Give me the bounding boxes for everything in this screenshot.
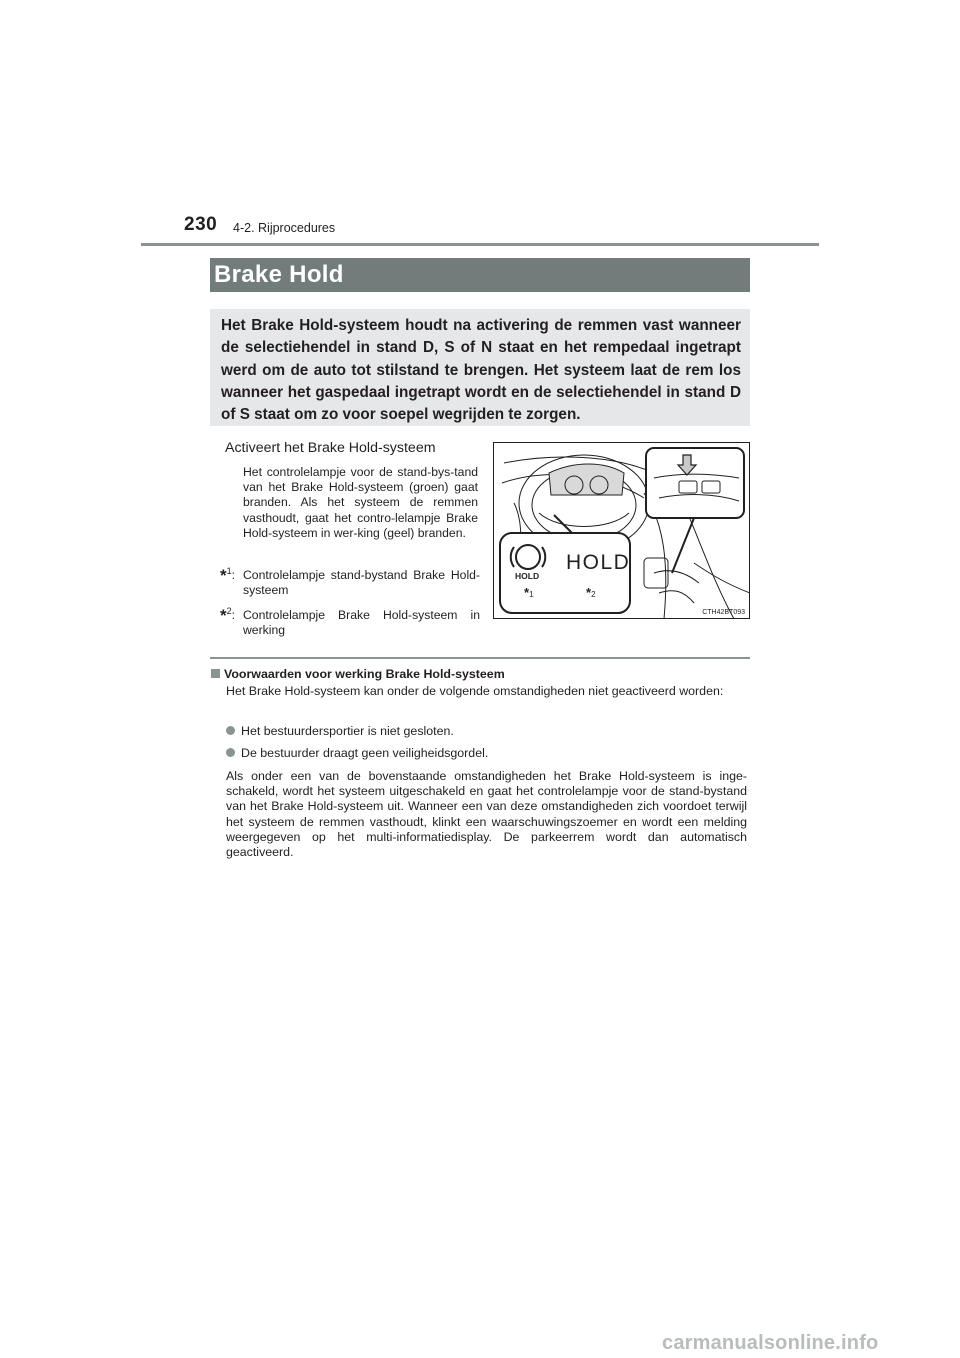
- footnote-number: 1: [226, 566, 232, 576]
- conditions-closing: Als onder een van de bovenstaande omstandigheden het Brake Hold-systeem is inge-schakeld, wordt het systeem uitgeschakeld en gaat het controlelampje voor de stand-bystand van het Brake Hold-systeem uit. Wanneer een van deze omstandigheden zich voordoet terwijl het systeem de remmen vasthoudt, klinkt een waarschuwingszoemer en wordt een melding weergegeven op het multi-informatiedisplay. De parkeerrem wordt dan automatisch geactiveerd.: [226, 769, 747, 860]
- conditions-heading: [211, 667, 505, 681]
- footnote-star: *: [220, 566, 227, 586]
- title-bar: [210, 258, 750, 292]
- bullet-item: [226, 746, 488, 760]
- marker-star: *: [586, 585, 592, 600]
- hold-indicator-icon-label: HOLD: [515, 571, 540, 581]
- page-number: 230: [184, 214, 218, 235]
- circle-bullet-icon: [226, 748, 235, 757]
- dashboard-illustration: [493, 442, 750, 619]
- marker-number: 1: [529, 590, 534, 599]
- figure-code: CTH42BT093: [702, 609, 745, 616]
- conditions-intro: Het Brake Hold-systeem kan onder de volgende omstandigheden niet geactiveerd worden:: [226, 684, 724, 698]
- illustration-marker-2: [586, 585, 596, 600]
- footnote-number: 2: [226, 606, 232, 616]
- marker-number: 2: [591, 590, 596, 599]
- marker-star: *: [524, 585, 530, 600]
- circle-bullet-icon: [226, 726, 235, 735]
- section-label: 4-2. Rijprocedures: [233, 221, 336, 235]
- separator-rule: [210, 657, 750, 659]
- footnote-text: Controlelampje stand-bystand Brake Hold-systeem: [243, 568, 480, 598]
- illustration-marker-1: [524, 585, 534, 600]
- conditions-heading-text: Voorwaarden voor werking Brake Hold-systeem: [224, 667, 505, 681]
- square-bullet-icon: [211, 669, 220, 678]
- footnote-star: *: [220, 606, 227, 626]
- watermark: carmanualsonline.info: [662, 1332, 879, 1354]
- step-description: Het controlelampje voor de stand-bys-tand van het Brake Hold-systeem (groen) gaat branden. Als het systeem de remmen vasthoudt, gaat het contro-lelampje Brake Hold-systeem in wer-king (geel) branden.: [243, 465, 478, 540]
- step-title: Activeert het Brake Hold-systeem: [225, 440, 436, 456]
- page-title: Brake Hold: [214, 261, 344, 288]
- intro-text: Het Brake Hold-systeem houdt na activering de remmen vast wanneer de selectiehendel in stand D, S of N staat en het rempedaal ingetrapt werd om de auto tot stilstand te brengen. Het systeem laat de rem los wanneer het gaspedaal ingetrapt wordt en de selectiehendel in stand D of S staat om zo voor soepel wegrijden te zorgen.: [221, 317, 741, 424]
- intro-box: [210, 309, 750, 426]
- footnote-text: Controlelampje Brake Hold-systeem in werking: [243, 608, 480, 638]
- bullet-text: Het bestuurdersportier is niet gesloten.: [241, 724, 454, 738]
- footnote-1: *$^1$: Controlelampje stand-bystand Brake Hold-systeem: [220, 566, 480, 598]
- hold-indicator-large: HOLD: [566, 551, 631, 574]
- footnote-2: *$^2$: Controlelampje Brake Hold-systeem in werking: [220, 606, 480, 638]
- header-rule: [141, 243, 819, 246]
- bullet-item: [226, 724, 454, 738]
- bullet-text: De bestuurder draagt geen veiligheidsgordel.: [241, 746, 489, 760]
